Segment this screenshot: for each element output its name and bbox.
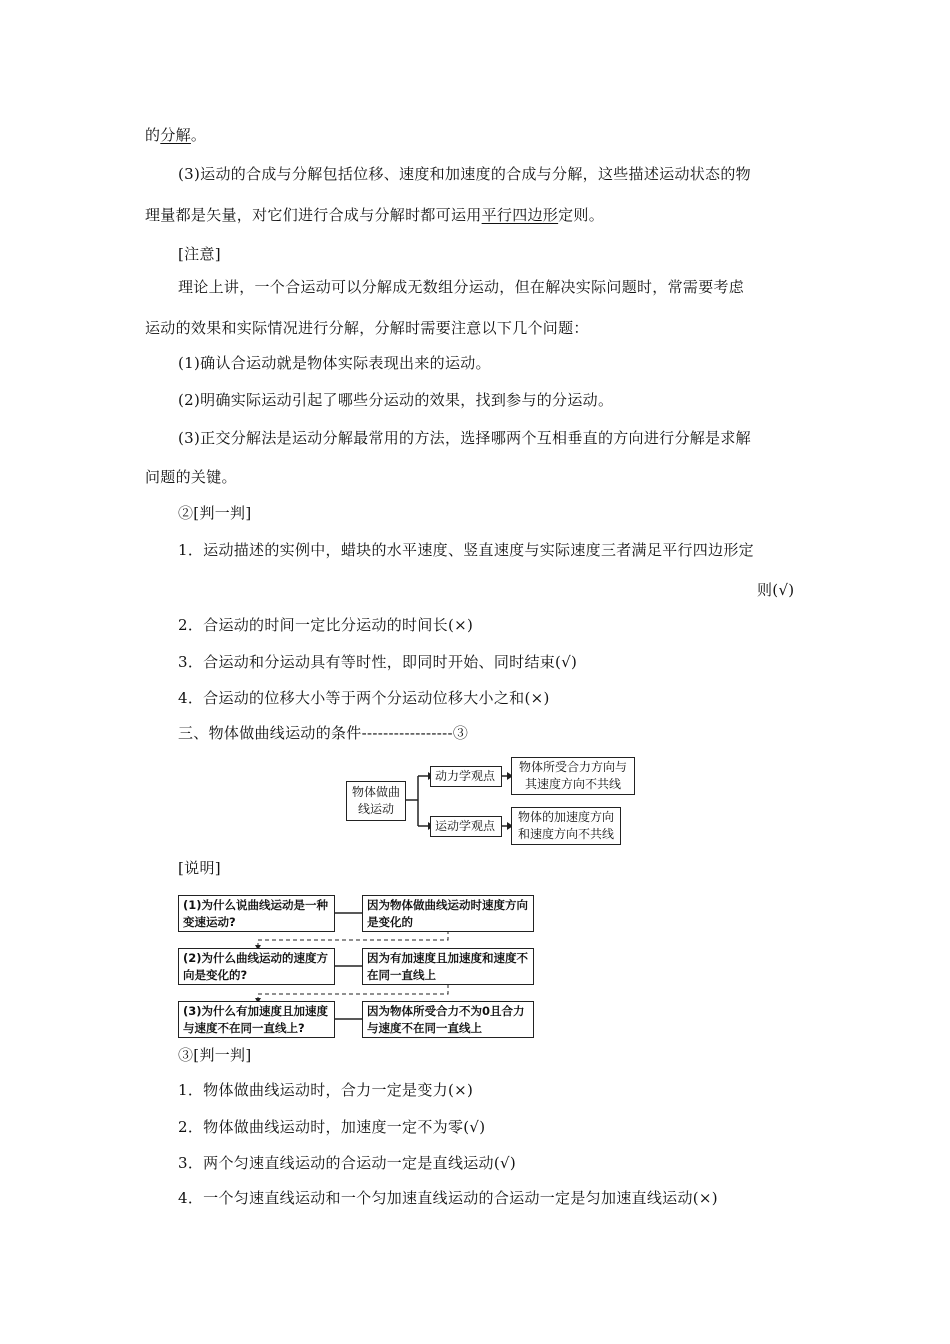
para-line-2: (3)运动的合成与分解包括位移、速度和加速度的合成与分解，这些描述运动状态的物 <box>178 165 751 183</box>
underlined-term: 平行四边形 <box>481 206 559 224</box>
explain-answer-2: 因为有加速度且加速度和速度不在同一直线上 <box>362 948 534 985</box>
diagram-branch2-result: 物体的加速度方向和速度方向不共线 <box>511 807 621 845</box>
para-line-9: 问题的关键。 <box>145 468 237 486</box>
para-line-7: (2)明确实际运动引起了哪些分运动的效果，找到参与的分运动。 <box>178 391 614 409</box>
explain-question-3: (3)为什么有加速度且加速度与速度不在同一直线上? <box>178 1001 335 1038</box>
explain-heading: [说明] <box>178 859 221 877</box>
para-line-6: (1)确认合运动就是物体实际表现出来的运动。 <box>178 354 491 372</box>
explain-question-1: (1)为什么说曲线运动是一种变速运动? <box>178 895 335 932</box>
explain-question-2: (2)为什么曲线运动的速度方向是变化的? <box>178 948 335 985</box>
judge2-heading: ②[判一判] <box>178 504 252 522</box>
text: 理量都是矢量，对它们进行合成与分解时都可运用 <box>145 206 482 224</box>
judge2-q4: 4．合运动的位移大小等于两个分运动位移大小之和(×) <box>178 689 550 707</box>
judge2-q1: 1．运动描述的实例中，蜡块的水平速度、竖直速度与实际速度三者满足平行四边形定 <box>178 541 754 559</box>
diagram-root-box: 物体做曲线运动 <box>346 781 406 821</box>
para-line-8: (3)正交分解法是运动分解最常用的方法，选择哪两个互相垂直的方向进行分解是求解 <box>178 429 751 447</box>
text: 定则。 <box>558 206 605 224</box>
para-line-5: 运动的效果和实际情况进行分解，分解时需要注意以下几个问题： <box>145 319 589 337</box>
para-line-4: 理论上讲，一个合运动可以分解成无数组分运动，但在解决实际问题时，常需要考虑 <box>178 278 745 296</box>
text: 。 <box>190 126 207 144</box>
judge2-q2: 2．合运动的时间一定比分运动的时间长(×) <box>178 616 474 634</box>
diagram-branch1-label: 动力学观点 <box>430 766 502 787</box>
section3-heading: 三、物体做曲线运动的条件-----------------③ <box>178 724 469 742</box>
explain-answer-1: 因为物体做曲线运动时速度方向是变化的 <box>362 895 534 932</box>
underlined-term: 分解 <box>160 126 191 144</box>
judge3-q1: 1．物体做曲线运动时，合力一定是变力(×) <box>178 1081 474 1099</box>
diagram-branch2-label: 运动学观点 <box>430 816 502 837</box>
judge3-q3: 3．两个匀速直线运动的合运动一定是直线运动(√) <box>178 1154 517 1172</box>
explain-answer-3: 因为物体所受合力不为0且合力与速度不在同一直线上 <box>362 1001 534 1038</box>
judge3-q4: 4．一个匀速直线运动和一个匀加速直线运动的合运动一定是匀加速直线运动(×) <box>178 1189 718 1207</box>
judge2-q3: 3．合运动和分运动具有等时性，即同时开始、同时结束(√) <box>178 653 578 671</box>
diagram-branch1-result: 物体所受合力方向与其速度方向不共线 <box>511 757 635 795</box>
text: 的 <box>145 126 161 144</box>
judge2-q1-cont: 则(√) <box>757 581 795 599</box>
judge3-q2: 2．物体做曲线运动时，加速度一定不为零(√) <box>178 1118 486 1136</box>
note-heading: [注意] <box>178 245 221 263</box>
judge3-heading: ③[判一判] <box>178 1046 252 1064</box>
